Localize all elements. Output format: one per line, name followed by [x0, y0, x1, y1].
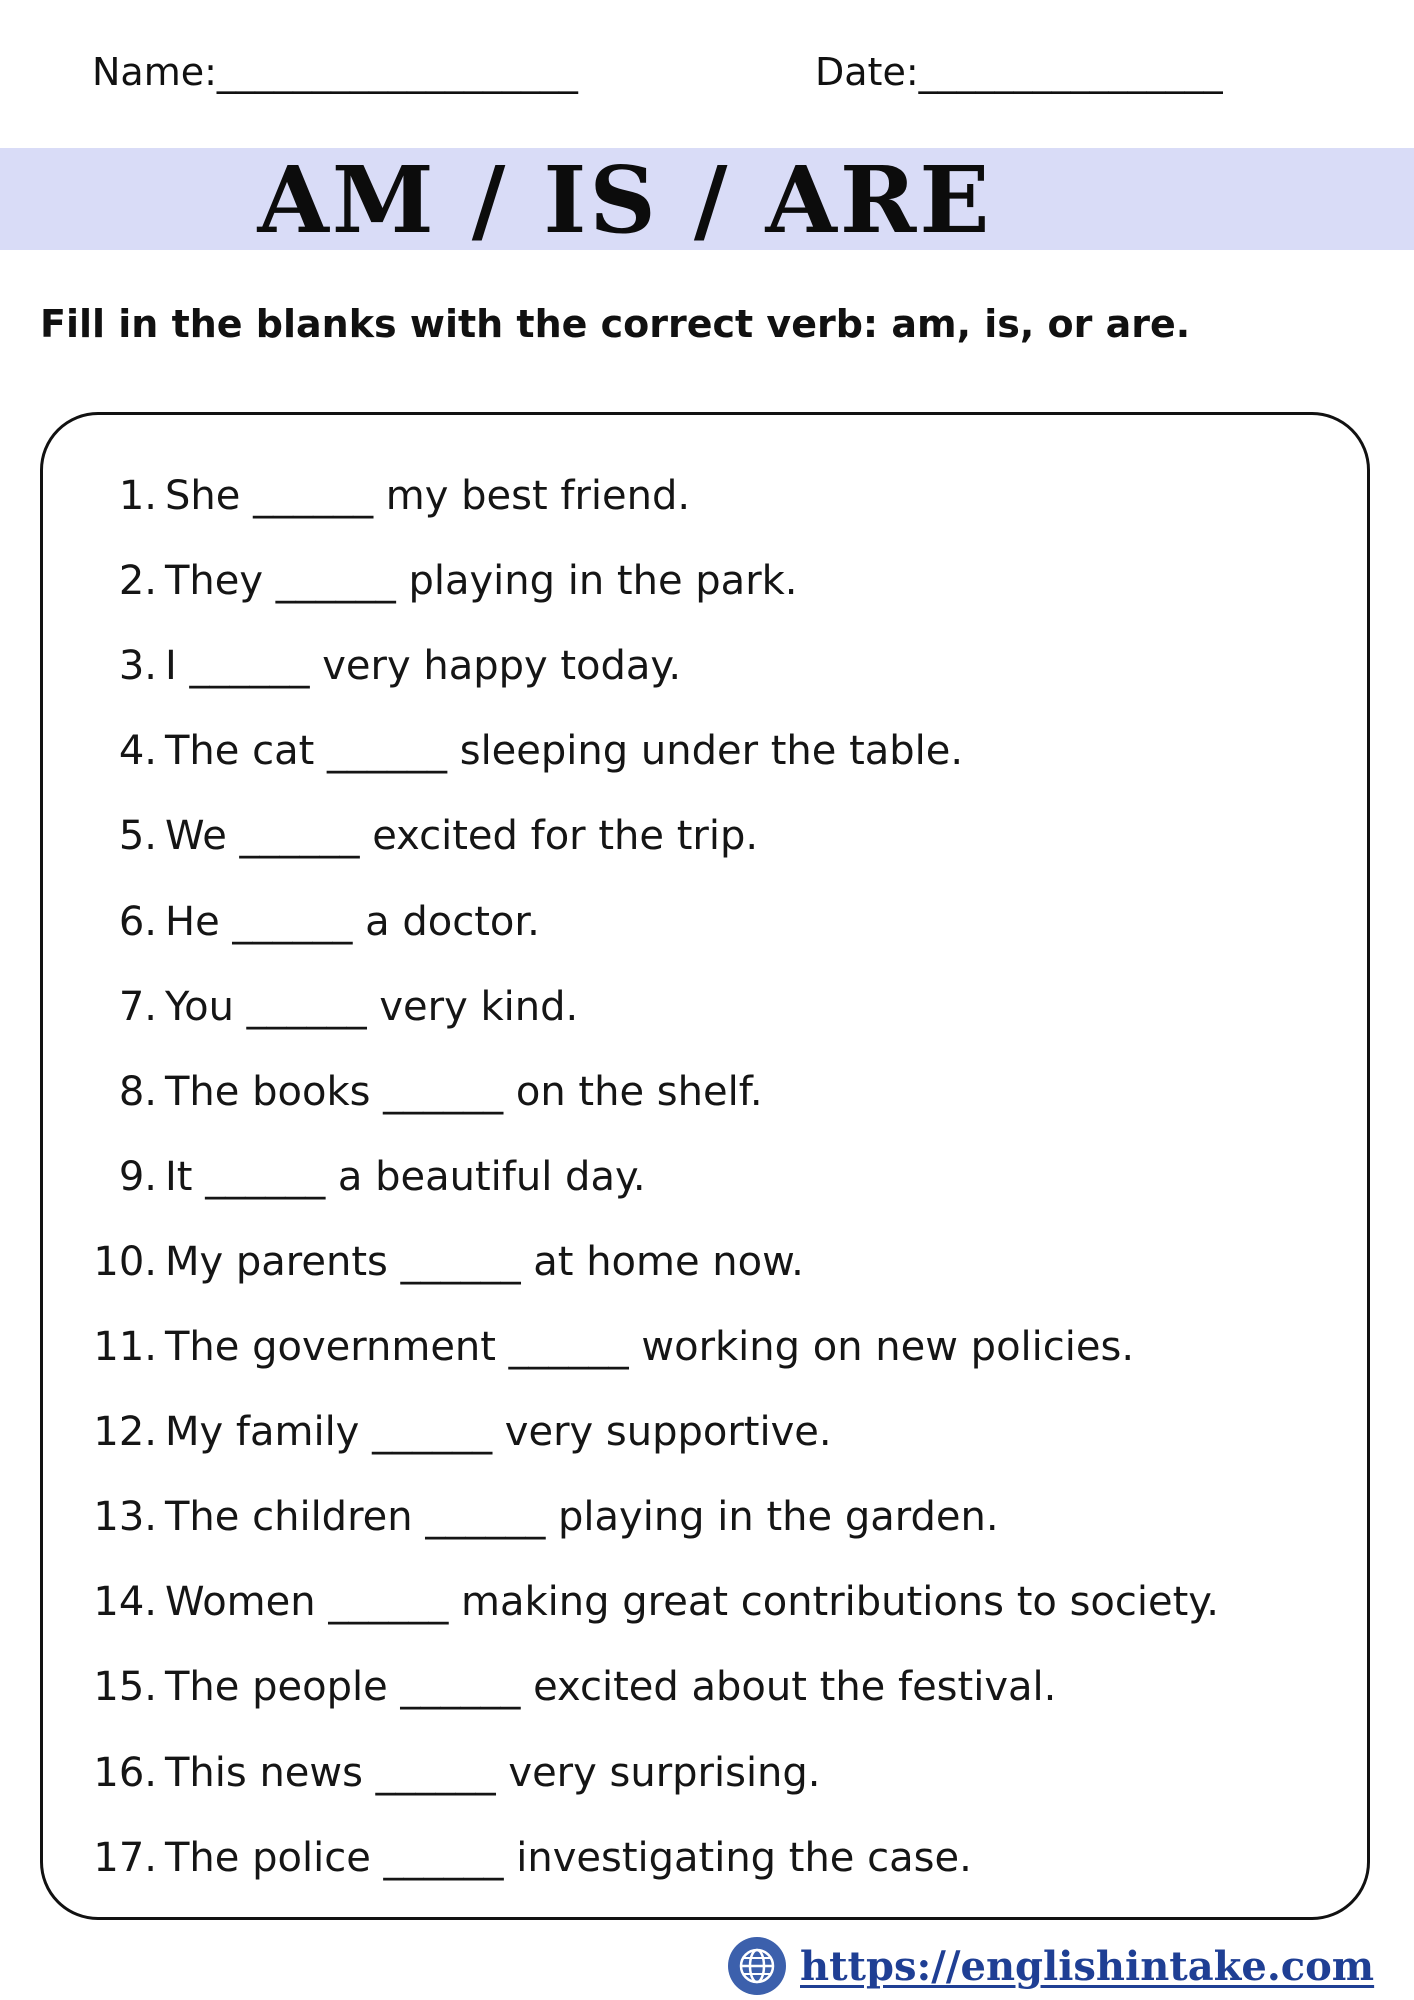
date-field: Date:________________ [815, 50, 1223, 94]
question-text: The government ______ working on new policies. [165, 1324, 1135, 1370]
question-number: 16. [93, 1749, 157, 1796]
question-number: 3. [118, 643, 157, 690]
website-link[interactable]: https://englishintake.com [800, 1942, 1375, 1990]
question-number: 6. [118, 898, 157, 945]
instructions: Fill in the blanks with the correct verb: am, is, or are. [40, 302, 1191, 346]
question-number: 13. [93, 1494, 157, 1541]
page-title: AM / IS / ARE [257, 146, 993, 254]
question-number: 12. [93, 1409, 157, 1456]
name-field: Name:___________________ [92, 50, 578, 94]
question-text: My parents ______ at home now. [165, 1238, 804, 1285]
question-number: 9. [118, 1153, 157, 1200]
footer [728, 1938, 1374, 1994]
question-number: 4. [118, 728, 157, 775]
question-text: She ______ my best friend. [165, 473, 691, 519]
question-number: 14. [93, 1579, 157, 1626]
question-text: Women ______ making great contributions to society. [165, 1579, 1219, 1626]
question-number: 8. [118, 1068, 157, 1115]
question-text: They ______ playing in the park. [165, 558, 798, 605]
question-number: 10. [93, 1238, 157, 1285]
question-number: 1. [118, 473, 157, 519]
question-text: The cat ______ sleeping under the table. [165, 728, 964, 775]
question-text: The people ______ excited about the festival. [165, 1664, 1057, 1711]
question-text: This news ______ very surprising. [165, 1749, 821, 1796]
question-number: 7. [118, 983, 157, 1030]
question-text: My family ______ very supportive. [165, 1409, 832, 1456]
question-text: You ______ very kind. [165, 983, 579, 1030]
question-number: 15. [93, 1664, 157, 1711]
question-text: The books ______ on the shelf. [165, 1068, 763, 1115]
question-number: 17. [93, 1834, 157, 1881]
question-text: He ______ a doctor. [165, 898, 540, 945]
question-text: It ______ a beautiful day. [165, 1153, 646, 1200]
question-text: The children ______ playing in the garden. [165, 1494, 999, 1541]
question-text: The police ______ investigating the case. [165, 1834, 972, 1881]
question-text: I ______ very happy today. [165, 643, 682, 690]
question-text: We ______ excited for the trip. [165, 813, 759, 860]
question-number: 11. [93, 1324, 157, 1370]
globe-icon [728, 1937, 786, 1995]
question-number: 2. [118, 558, 157, 605]
question-number: 5. [118, 813, 157, 860]
